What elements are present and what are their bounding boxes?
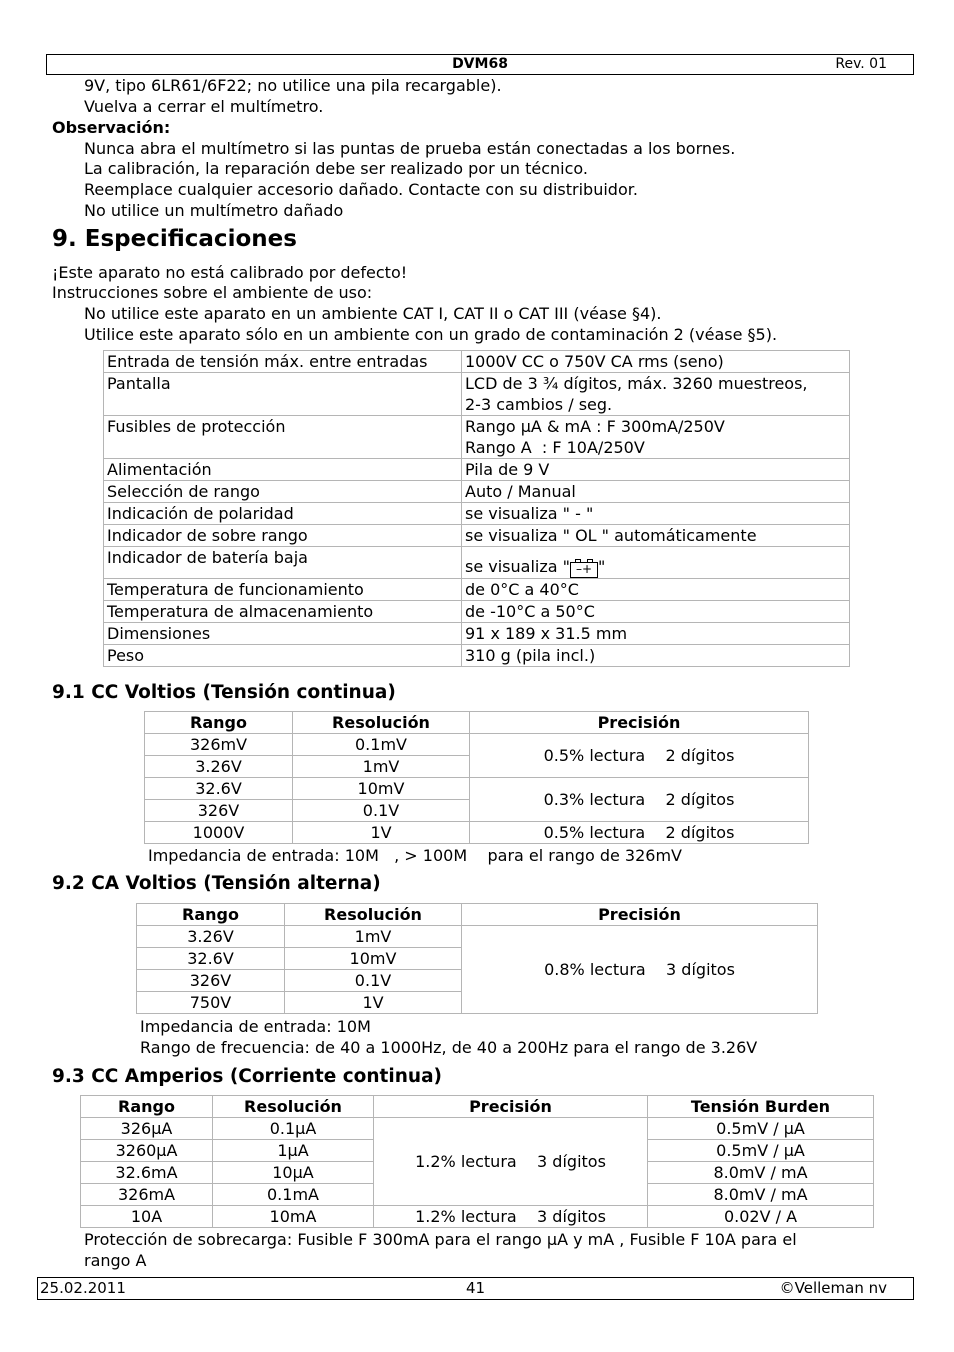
column-header: Resolución — [285, 904, 462, 926]
spec-row — [104, 416, 850, 459]
spec-row — [104, 645, 850, 667]
battery-icon: –+ — [570, 562, 598, 578]
observacion-line: Nunca abra el multímetro si las puntas de prueba están conectadas a los bornes. — [84, 139, 736, 158]
section-9-1-heading: 9.1 CC Voltios (Tensión continua) — [52, 682, 396, 703]
burden-cell: 0.02V / A — [648, 1206, 874, 1228]
spec-row — [104, 623, 850, 645]
environment-line: No utilice este aparato en un ambiente CAT I, CAT II o CAT III (véase §4). — [84, 304, 662, 323]
spec-row — [104, 601, 850, 623]
spec-value-line: Rango A : F 10A/250V — [465, 438, 645, 457]
range-cell: 326mA — [81, 1184, 213, 1206]
spec-key: Temperatura de funcionamiento — [104, 579, 462, 601]
resolution-cell: 1mV — [293, 756, 470, 778]
spec-value: de -10°C a 50°C — [462, 601, 850, 623]
header-revision: Rev. 01 — [835, 56, 887, 72]
spec-key: Fusibles de protección — [104, 416, 462, 459]
range-cell: 32.6V — [145, 778, 293, 800]
range-cell: 3.26V — [145, 756, 293, 778]
precision-cell: 0.3% lectura 2 dígitos — [470, 778, 809, 822]
environment-line: Utilice este aparato sólo en un ambiente con un grado de contaminación 2 (véase §5). — [84, 325, 778, 344]
table-row — [137, 926, 818, 948]
resolution-cell: 0.1V — [293, 800, 470, 822]
spec-key: Alimentación — [104, 459, 462, 481]
spec-value — [462, 547, 850, 579]
range-cell: 326V — [137, 970, 285, 992]
range-cell: 750V — [137, 992, 285, 1014]
dc-current-note: rango A — [84, 1251, 147, 1270]
spec-key: Pantalla — [104, 373, 462, 416]
table-header-row — [137, 904, 818, 926]
footer-date: 25.02.2011 — [40, 1279, 126, 1297]
dc-voltage-table — [144, 711, 809, 844]
table-row — [81, 1206, 874, 1228]
spec-row — [104, 503, 850, 525]
spec-value: Auto / Manual — [462, 481, 850, 503]
ac-voltage-note: Rango de frecuencia: de 40 a 1000Hz, de 40 a 200Hz para el rango de 3.26V — [140, 1038, 758, 1057]
precision-cell: 0.5% lectura 2 dígitos — [470, 734, 809, 778]
environment-heading: Instrucciones sobre el ambiente de uso: — [52, 283, 373, 302]
resolution-cell: 10mV — [285, 948, 462, 970]
resolution-cell: 10mV — [293, 778, 470, 800]
resolution-cell: 0.1µA — [213, 1118, 374, 1140]
resolution-cell: 1V — [293, 822, 470, 844]
observacion-line: La calibración, la reparación debe ser realizado por un técnico. — [84, 159, 588, 178]
spec-value: de 0°C a 40°C — [462, 579, 850, 601]
ac-voltage-table — [136, 903, 818, 1014]
spec-value: Pila de 9 V — [462, 459, 850, 481]
column-header: Resolución — [293, 712, 470, 734]
precision-cell: 0.8% lectura 3 dígitos — [462, 926, 818, 1014]
spec-row — [104, 579, 850, 601]
spec-row — [104, 351, 850, 373]
dc-voltage-note: Impedancia de entrada: 10M , > 100M para el rango de 326mV — [148, 846, 682, 865]
spec-key: Temperatura de almacenamiento — [104, 601, 462, 623]
intro-line: Vuelva a cerrar el multímetro. — [84, 97, 324, 116]
section-9-2-heading: 9.2 CA Voltios (Tensión alterna) — [52, 873, 381, 894]
spec-value: se visualiza " - " — [462, 503, 850, 525]
header-title: DVM68 — [452, 56, 508, 72]
table-row — [145, 734, 809, 756]
page-header — [46, 54, 914, 75]
column-header: Rango — [81, 1096, 213, 1118]
spec-value — [462, 373, 850, 416]
spec-key: Entrada de tensión máx. entre entradas — [104, 351, 462, 373]
spec-value-line: 2-3 cambios / seg. — [465, 395, 613, 414]
spec-value-text: " — [598, 557, 606, 576]
spec-key: Dimensiones — [104, 623, 462, 645]
range-cell: 32.6V — [137, 948, 285, 970]
column-header: Rango — [137, 904, 285, 926]
precision-cell: 1.2% lectura 3 dígitos — [374, 1206, 648, 1228]
observacion-label: Observación: — [52, 118, 171, 137]
dc-current-table — [80, 1095, 874, 1228]
spec-value — [462, 416, 850, 459]
burden-cell: 8.0mV / mA — [648, 1162, 874, 1184]
page-number: 41 — [465, 1279, 486, 1297]
spec-value: 310 g (pila incl.) — [462, 645, 850, 667]
spec-value: se visualiza " OL " automáticamente — [462, 525, 850, 547]
resolution-cell: 10µA — [213, 1162, 374, 1184]
calibration-note: ¡Este aparato no está calibrado por defecto! — [52, 263, 408, 282]
spec-row — [104, 481, 850, 503]
spec-row — [104, 459, 850, 481]
section-9-3-heading: 9.3 CC Amperios (Corriente continua) — [52, 1066, 443, 1087]
precision-cell: 1.2% lectura 3 dígitos — [374, 1118, 648, 1206]
spec-key: Indicación de polaridad — [104, 503, 462, 525]
burden-cell: 0.5mV / µA — [648, 1140, 874, 1162]
range-cell: 326µA — [81, 1118, 213, 1140]
table-header-row — [145, 712, 809, 734]
resolution-cell: 1mV — [285, 926, 462, 948]
precision-cell: 0.5% lectura 2 dígitos — [470, 822, 809, 844]
spec-value-line: Rango µA & mA : F 300mA/250V — [465, 417, 725, 436]
spec-value-text: se visualiza " — [465, 557, 570, 576]
resolution-cell: 1V — [285, 992, 462, 1014]
column-header: Precisión — [374, 1096, 648, 1118]
column-header: Tensión Burden — [648, 1096, 874, 1118]
range-cell: 326V — [145, 800, 293, 822]
resolution-cell: 0.1V — [285, 970, 462, 992]
column-header: Rango — [145, 712, 293, 734]
ac-voltage-note: Impedancia de entrada: 10M — [140, 1017, 371, 1036]
observacion-line: Reemplace cualquier accesorio dañado. Contacte con su distribuidor. — [84, 180, 638, 199]
range-cell: 326mV — [145, 734, 293, 756]
spec-row — [104, 547, 850, 579]
spec-value: 1000V CC o 750V CA rms (seno) — [462, 351, 850, 373]
section-9-heading: 9. Especificaciones — [52, 226, 297, 252]
spec-row — [104, 525, 850, 547]
column-header: Precisión — [462, 904, 818, 926]
spec-row — [104, 373, 850, 416]
range-cell: 1000V — [145, 822, 293, 844]
table-header-row — [81, 1096, 874, 1118]
spec-table — [103, 350, 850, 667]
resolution-cell: 0.1mA — [213, 1184, 374, 1206]
spec-key: Peso — [104, 645, 462, 667]
dc-current-note: Protección de sobrecarga: Fusible F 300mA para el rango µA y mA , Fusible F 10A para el — [84, 1230, 797, 1249]
burden-cell: 0.5mV / µA — [648, 1118, 874, 1140]
range-cell: 3.26V — [137, 926, 285, 948]
column-header: Precisión — [470, 712, 809, 734]
table-row — [145, 822, 809, 844]
range-cell: 32.6mA — [81, 1162, 213, 1184]
spec-key: Selección de rango — [104, 481, 462, 503]
table-row — [145, 778, 809, 800]
resolution-cell: 0.1mV — [293, 734, 470, 756]
table-row — [81, 1118, 874, 1140]
column-header: Resolución — [213, 1096, 374, 1118]
spec-key: Indicador de batería baja — [104, 547, 462, 579]
page-footer — [37, 1277, 914, 1300]
spec-value: 91 x 189 x 31.5 mm — [462, 623, 850, 645]
range-cell: 10A — [81, 1206, 213, 1228]
footer-copyright: ©Velleman nv — [779, 1279, 887, 1297]
range-cell: 3260µA — [81, 1140, 213, 1162]
observacion-line: No utilice un multímetro dañado — [84, 201, 344, 220]
resolution-cell: 10mA — [213, 1206, 374, 1228]
spec-value-line: LCD de 3 ¾ dígitos, máx. 3260 muestreos, — [465, 374, 808, 393]
burden-cell: 8.0mV / mA — [648, 1184, 874, 1206]
intro-line: 9V, tipo 6LR61/6F22; no utilice una pila recargable). — [84, 76, 502, 95]
spec-key: Indicador de sobre rango — [104, 525, 462, 547]
resolution-cell: 1µA — [213, 1140, 374, 1162]
